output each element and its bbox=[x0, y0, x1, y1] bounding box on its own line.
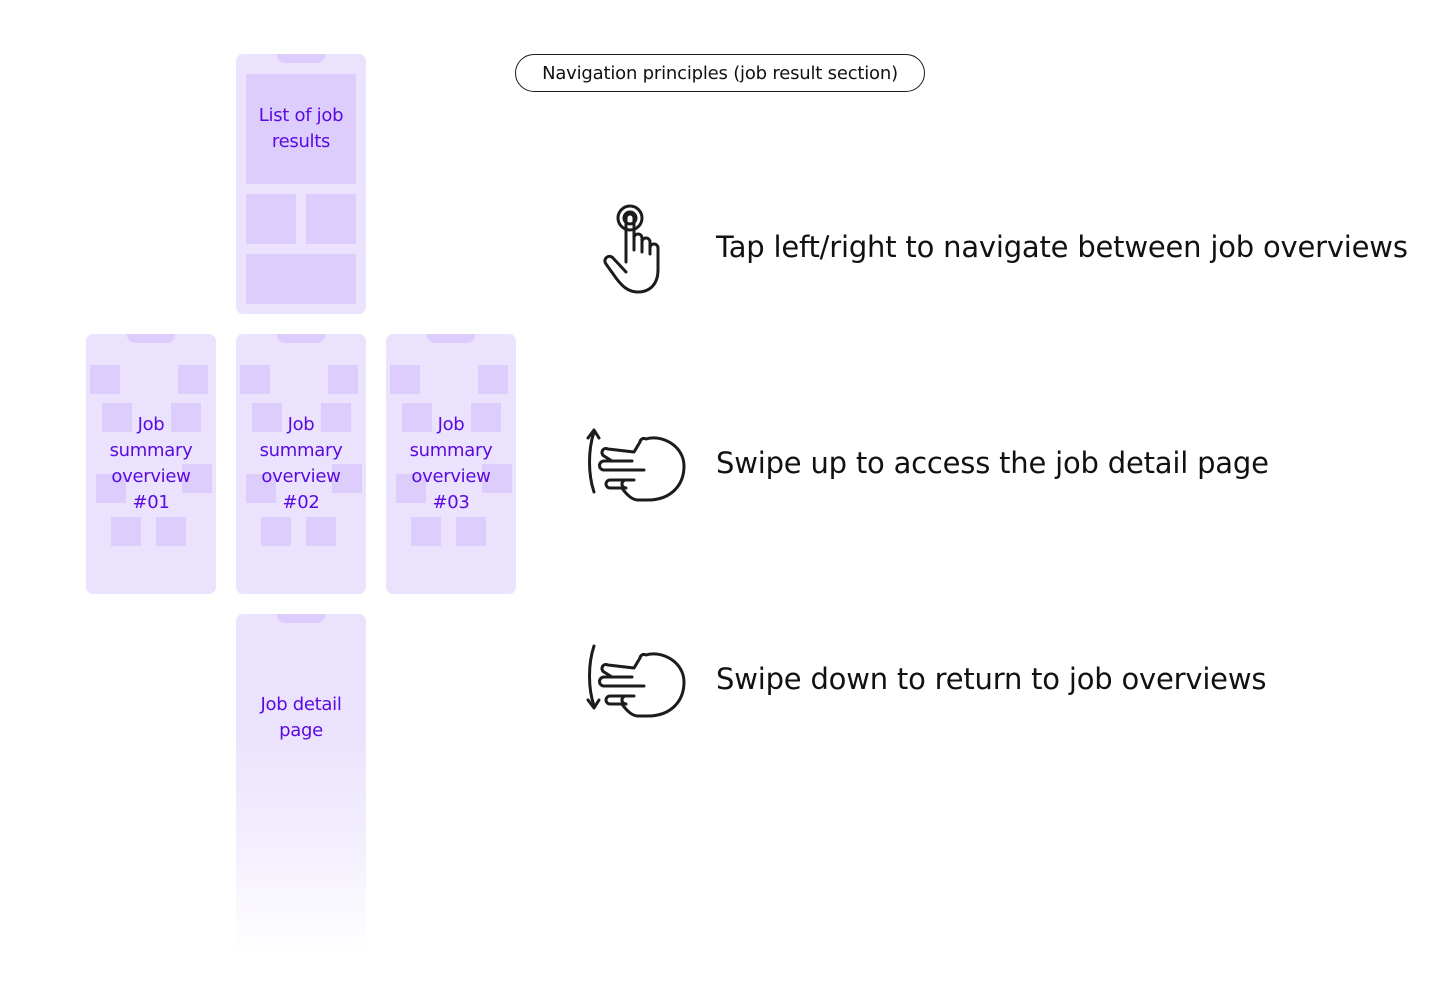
placeholder-block bbox=[328, 365, 358, 394]
placeholder-block bbox=[246, 194, 296, 244]
screen-job-summary-03 bbox=[386, 334, 516, 594]
gesture-text-swipe-down: Swipe down to return to job overviews bbox=[716, 662, 1267, 696]
placeholder-block bbox=[390, 365, 420, 394]
tap-hand-icon bbox=[596, 200, 676, 300]
placeholder-block bbox=[306, 517, 336, 546]
phone-notch bbox=[277, 614, 325, 623]
gesture-text-tap: Tap left/right to navigate between job overviews bbox=[716, 230, 1408, 264]
gesture-text-swipe-up: Swipe up to access the job detail page bbox=[716, 446, 1269, 480]
screen-label-summary-01: Job summary overview #01 bbox=[109, 414, 193, 513]
screen-job-summary-02 bbox=[236, 334, 366, 594]
phone-notch bbox=[427, 334, 475, 343]
screen-label-summary-02: Job summary overview #02 bbox=[259, 414, 343, 513]
placeholder-block bbox=[178, 365, 208, 394]
placeholder-block bbox=[90, 365, 120, 394]
swipe-up-hand-icon bbox=[582, 424, 692, 504]
phone-notch bbox=[277, 54, 325, 63]
screen-list-of-job-results bbox=[236, 54, 366, 314]
screen-label-summary-03: Job summary overview #03 bbox=[409, 414, 493, 513]
screen-label-detail: Job detail page bbox=[260, 694, 342, 741]
phone-notch bbox=[127, 334, 175, 343]
placeholder-block bbox=[111, 517, 141, 546]
placeholder-block bbox=[306, 194, 356, 244]
screen-job-summary-01 bbox=[86, 334, 216, 594]
phone-notch bbox=[277, 334, 325, 343]
placeholder-block bbox=[411, 517, 441, 546]
placeholder-block bbox=[261, 517, 291, 546]
placeholder-block bbox=[240, 365, 270, 394]
screen-job-detail-page bbox=[236, 614, 366, 954]
placeholder-block bbox=[156, 517, 186, 546]
placeholder-block bbox=[456, 517, 486, 546]
diagram-title: Navigation principles (job result section) bbox=[515, 54, 925, 92]
screen-label-list: List of job results bbox=[258, 105, 344, 152]
placeholder-block bbox=[478, 365, 508, 394]
swipe-down-hand-icon bbox=[582, 640, 692, 720]
placeholder-block bbox=[246, 254, 356, 304]
